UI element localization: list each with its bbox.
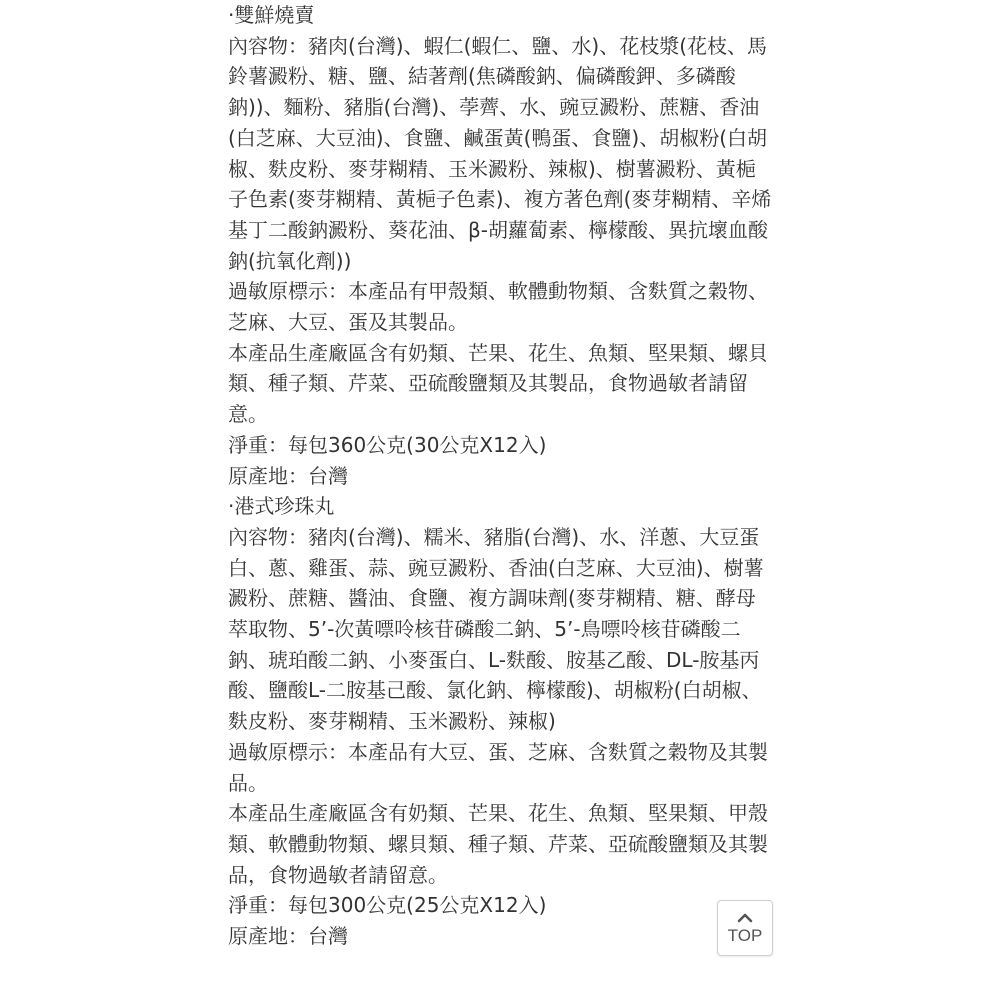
back-to-top-button[interactable]	[717, 900, 773, 956]
product-section-shumai	[228, 0, 772, 491]
allergen-text: 過敏原標示：本產品有甲殼類、軟體動物類、含麩質之穀物、芝麻、大豆、蛋及其製品。	[228, 279, 768, 335]
ingredients-text: 內容物：豬肉(台灣)、蝦仁(蝦仁、鹽、水)、花枝漿(花枝、馬鈴薯澱粉、糖、鹽、結著劑(焦磷酸鈉、偏磷酸鉀、多磷酸鈉))、麵粉、豬脂(台灣)、荸薺、水、豌豆澱粉、蔗糖、香油(白芝麻、大豆油)、食鹽、鹹蛋黃(鴨蛋、食鹽)、胡椒粉(白胡椒、麩皮粉、麥芽糊精、玉米澱粉、辣椒)、樹薯澱粉、黃梔子色素(麥芽糊精、黃梔子色素)、複方著色劑(麥芽糊精、辛烯基丁二酸鈉澱粉、葵花油、β-胡蘿蔔素、檸檬酸、異抗壞血酸鈉(抗氧化劑))	[228, 33, 772, 273]
product-title: ·雙鮮燒賣	[228, 3, 315, 27]
origin-text: 原產地：台灣	[228, 924, 348, 949]
product-info-text	[228, 0, 772, 952]
product-title: ·港式珍珠丸	[228, 494, 335, 519]
product-section-pearl-balls	[228, 491, 772, 952]
facility-notice-text: 本產品生產廠區含有奶類、芒果、花生、魚類、堅果類、螺貝類、種子類、芹菜、亞硫酸鹽類及其製品，食物過敏者請留意。	[228, 340, 768, 427]
net-weight-text: 淨重：每包360公克(30公克X12入)	[228, 432, 547, 457]
back-to-top-label: TOP	[727, 926, 763, 945]
origin-text: 原產地：台灣	[228, 463, 348, 488]
ingredients-text: 內容物：豬肉(台灣)、糯米、豬脂(台灣)、水、洋蔥、大豆蛋白、蔥、雞蛋、蒜、豌豆澱粉、香油(白芝麻、大豆油)、樹薯澱粉、蔗糖、醬油、食鹽、複方調味劑(麥芽糊精、糖、酵母萃取物、5’-次黃嘌呤核苷磷酸二鈉、5’-鳥嘌呤核苷磷酸二鈉、琥珀酸二鈉、小麥蛋白、L-麩酸、胺基乙酸、DL-胺基丙酸、鹽酸L-二胺基己酸、氯化鈉、檸檬酸)、胡椒粉(白胡椒、麩皮粉、麥芽糊精、玉米澱粉、辣椒)	[228, 524, 764, 734]
net-weight-text: 淨重：每包300公克(25公克X12入)	[228, 893, 547, 918]
facility-notice-text: 本產品生產廠區含有奶類、芒果、花生、魚類、堅果類、甲殼類、軟體動物類、螺貝類、種子類、芹菜、亞硫酸鹽類及其製品，食物過敏者請留意。	[228, 801, 768, 887]
allergen-text: 過敏原標示：本產品有大豆、蛋、芝麻、含麩質之穀物及其製品。	[228, 739, 768, 795]
chevron-up-icon	[736, 911, 754, 923]
